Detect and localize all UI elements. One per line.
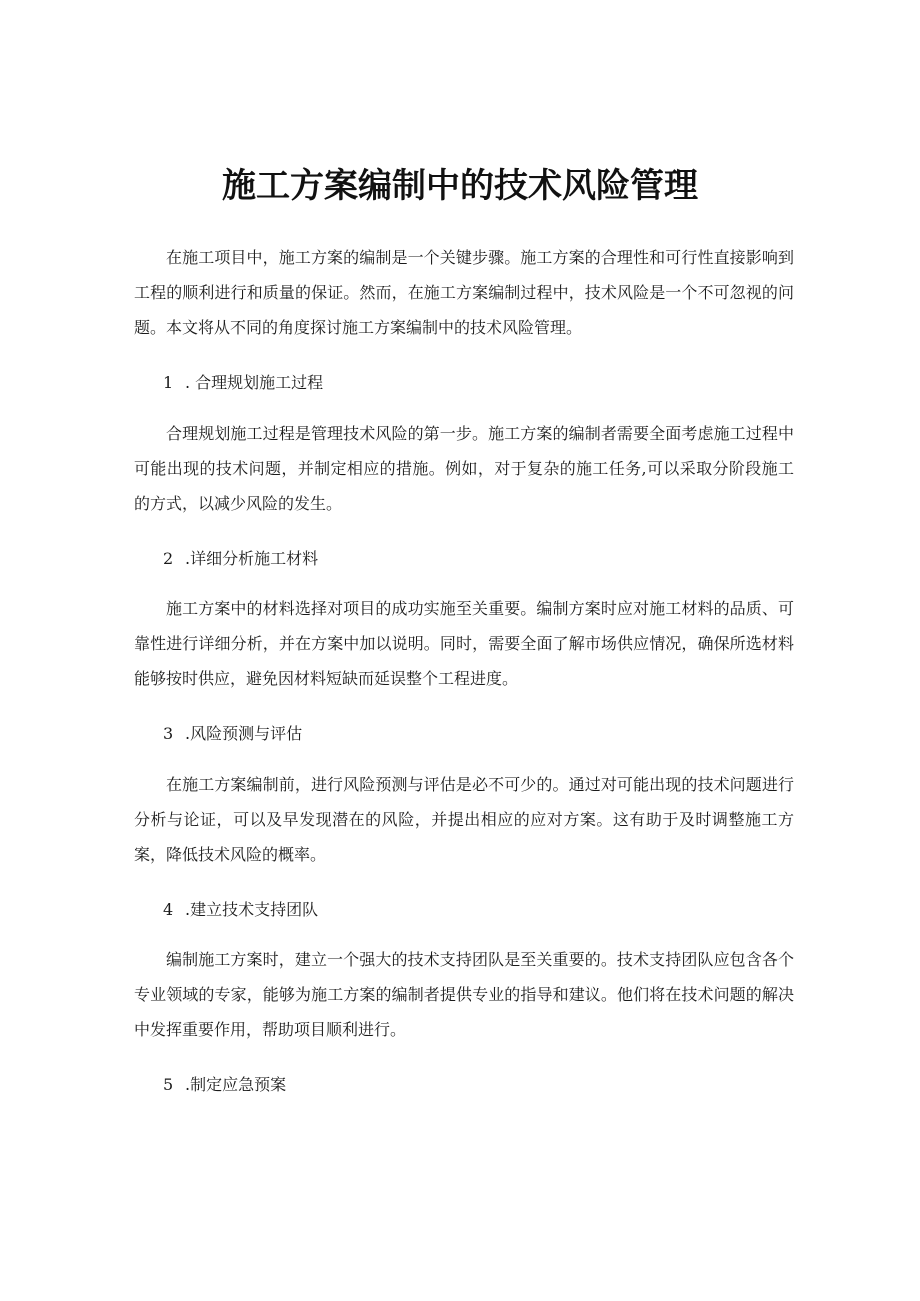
section-number: 5 <box>163 1075 174 1094</box>
section-body-4: 编制施工方案时，建立一个强大的技术支持团队是至关重要的。技术支持团队应包含各个专业领域的专家，能够为施工方案的编制者提供专业的指导和建议。他们将在技术问题的解决中发挥重要作用，帮助项目顺利进行。 <box>134 950 794 1039</box>
section-title: .制定应急预案 <box>185 1075 287 1094</box>
section-number: 3 <box>163 724 174 743</box>
section-title: .详细分析施工材料 <box>185 549 319 568</box>
section-heading-2 <box>163 541 318 576</box>
section-body-3: 在施工方案编制前，进行风险预测与评估是必不可少的。通过对可能出现的技术问题进行分析与论证，可以及早发现潜在的风险，并提出相应的应对方案。这有助于及时调整施工方案，降低技术风险的概率。 <box>134 775 794 864</box>
section-number: 1 <box>163 373 174 392</box>
section-number: 4 <box>163 900 174 919</box>
section-heading-4 <box>163 892 318 927</box>
section-body-1: 合理规划施工过程是管理技术风险的第一步。施工方案的编制者需要全面考虑施工过程中可能出现的技术问题，并制定相应的措施。例如，对于复杂的施工任务,可以采取分阶段施工的方式，以减少风险的发生。 <box>134 424 794 513</box>
section-heading-5 <box>163 1067 286 1102</box>
section-title: . 合理规划施工过程 <box>185 373 324 392</box>
document-title: 施工方案编制中的技术风险管理 <box>222 166 698 206</box>
section-heading-3 <box>163 716 302 751</box>
intro-paragraph: 在施工项目中，施工方案的编制是一个关键步骤。施工方案的合理性和可行性直接影响到工程的顺利进行和质量的保证。然而，在施工方案编制过程中，技术风险是一个不可忽视的问题。本文将从不同的角度探讨施工方案编制中的技术风险管理。 <box>134 248 794 337</box>
section-heading-1 <box>163 365 323 400</box>
section-number: 2 <box>163 549 174 568</box>
section-body-2: 施工方案中的材料选择对项目的成功实施至关重要。编制方案时应对施工材料的品质、可靠性进行详细分析，并在方案中加以说明。同时，需要全面了解市场供应情况，确保所选材料能够按时供应，避免因材料短缺而延误整个工程进度。 <box>134 599 794 688</box>
section-title: .风险预测与评估 <box>185 724 303 743</box>
section-title: .建立技术支持团队 <box>185 900 319 919</box>
